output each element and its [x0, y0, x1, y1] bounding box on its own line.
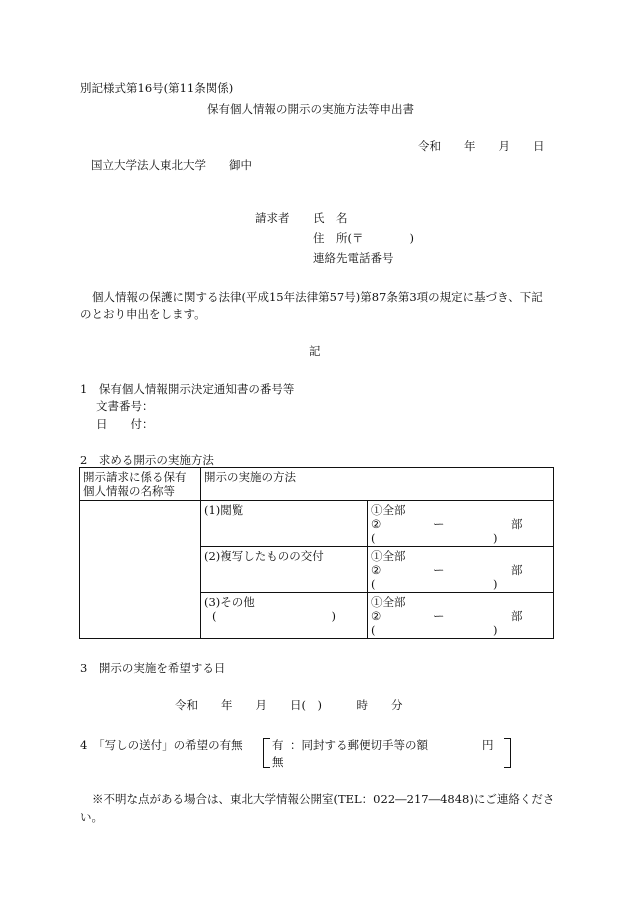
option-paren-close: ) [493, 531, 498, 545]
method-cell-3 [201, 593, 368, 639]
option-part-circle: ② [371, 563, 382, 577]
date-line: 令和 年 月 日 [418, 139, 545, 153]
option-cell-2[interactable] [368, 547, 554, 593]
requester-label: 請求者 [255, 211, 290, 225]
name-label: 氏 名 [313, 211, 348, 225]
option-part-circle: ② [371, 609, 382, 623]
right-brace [504, 738, 511, 768]
yen-label: 円 [482, 738, 494, 752]
option-cell-3[interactable] [368, 593, 554, 639]
body-text-line2: のとおり申出をします。 [80, 307, 206, 321]
doc-number-label: 文書番号： [96, 399, 154, 413]
body-text-line1: 個人情報の保護に関する法律(平成15年法律第57号)第87条第3項の規定に基づき、下記 [92, 290, 543, 304]
method-label: (3)その他 [204, 595, 255, 609]
desired-date-line: 令和 年 月 日( ) 時 分 [175, 698, 403, 712]
section2-heading: 2 求める開示の実施方法 [80, 453, 214, 467]
phone-label: 連絡先電話番号 [313, 251, 394, 265]
method-label: (2)複写したものの交付 [204, 549, 324, 563]
option-part-dash: ー [433, 609, 445, 623]
document-title: 保有個人情報の開示の実施方法等申出書 [207, 102, 414, 116]
col-header-info-name [80, 468, 201, 501]
contact-note-line1: ※不明な点がある場合は、東北大学情報公開室(TEL：022―217―4848)にご連絡くださ [92, 792, 555, 806]
method-label: (1)閲覧 [204, 503, 244, 517]
option-paren-open: ( [371, 577, 376, 591]
option-paren-close: ) [493, 623, 498, 637]
col-header-info-name-line1: 開示請求に係る保有 [83, 470, 187, 484]
option-part-bu: 部 [511, 609, 523, 623]
disclosure-method-table [79, 467, 554, 639]
option-paren-close: ) [493, 577, 498, 591]
ki-mark: 記 [309, 344, 321, 358]
option-part-dash: ー [433, 517, 445, 531]
section4-heading: 4 「写しの送付」の希望の有無 [80, 738, 243, 752]
info-name-cell[interactable] [80, 501, 201, 639]
form-number: 別記様式第16号(第11条関係) [80, 81, 234, 95]
option-all: ①全部 [371, 549, 406, 563]
method-cell-1 [201, 501, 368, 547]
section3-heading: 3 開示の実施を希望する日 [80, 661, 226, 675]
option-all: ①全部 [371, 595, 406, 609]
option-cell-1[interactable] [368, 501, 554, 547]
addressee: 国立大学法人東北大学 御中 [91, 158, 252, 172]
contact-note-line2: い。 [80, 810, 103, 824]
method-other-detail[interactable]: ( ) [212, 609, 336, 623]
copy-delivery-yes[interactable]: 有 [272, 738, 284, 752]
section1-heading: 1 保有個人情報開示決定通知書の番号等 [80, 382, 295, 396]
address-label: 住 所(〒 ) [313, 231, 414, 245]
option-part-bu: 部 [511, 563, 523, 577]
col-header-info-name-line2: 個人情報の名称等 [83, 484, 175, 498]
left-brace [263, 738, 270, 768]
doc-date-label: 日 付： [96, 417, 154, 431]
option-paren-open: ( [371, 623, 376, 637]
postage-amount-label: ：同封する郵便切手等の額 [290, 738, 428, 752]
option-part-dash: ー [433, 563, 445, 577]
option-part-circle: ② [371, 517, 382, 531]
col-header-method: 開示の実施の方法 [201, 468, 554, 501]
option-part-bu: 部 [511, 517, 523, 531]
option-paren-open: ( [371, 531, 376, 545]
method-cell-2 [201, 547, 368, 593]
option-all: ①全部 [371, 503, 406, 517]
copy-delivery-no[interactable]: 無 [272, 755, 284, 769]
